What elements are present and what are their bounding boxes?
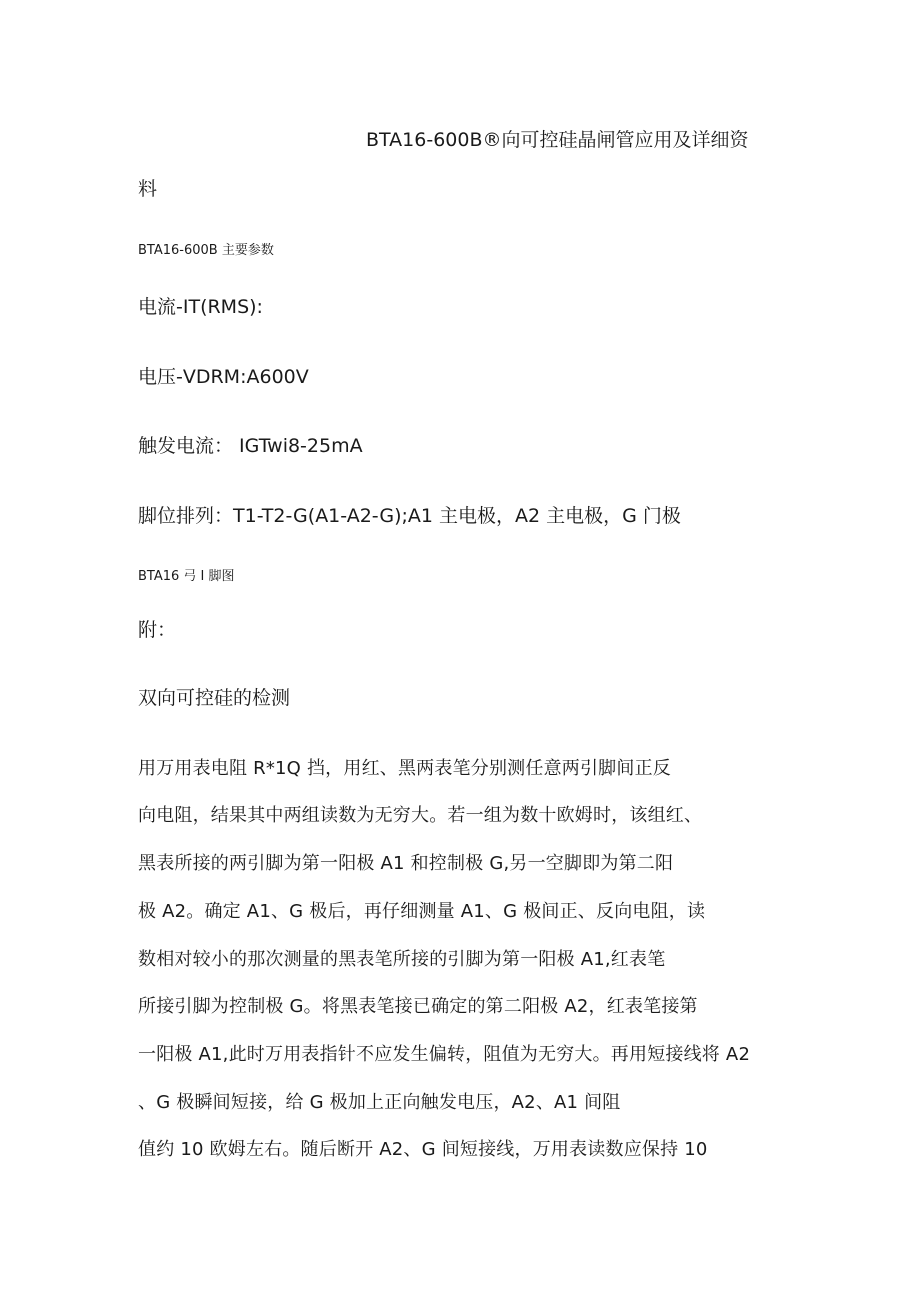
param-trigger-current: 触发电流： IGTwi8-25mA [138,435,363,457]
param-voltage: 电压-VDRM:A600V [138,366,309,388]
body-line: 值约 10 欧姆左右。随后断开 A2、G 间短接线，万用表读数应保持 10 [138,1139,708,1160]
body-line: 、G 极瞬间短接，给 G 极加上正向触发电压，A2、A1 间阻 [138,1092,621,1113]
body-line: 极 A2。确定 A1、G 极后，再仔细测量 A1、G 极间正、反向电阻，读 [138,901,706,922]
body-line: 数相对较小的那次测量的黑表笔所接的引脚为第一阳极 A1,红表笔 [138,949,666,970]
body-line: 向电阻，结果其中两组读数为无穷大。若一组为数十欧姆时，该组红、 [138,805,703,826]
document-title-line-2: 料 [138,178,158,200]
body-line: 用万用表电阻 R*1Q 挡，用红、黑两表笔分别测任意两引脚间正反 [138,758,671,779]
pin-diagram-label: BTA16 弓 I 脚图 [138,569,235,584]
param-pinout: 脚位排列：T1-T2-G(A1-A2-G);A1 主电极，A2 主电极，G 门极 [138,505,681,527]
body-line: 所接引脚为控制极 G。将黑表笔接已确定的第二阳极 A2，红表笔接第 [138,996,698,1017]
appendix-label: 附： [138,619,177,641]
body-line: 黑表所接的两引脚为第一阳极 A1 和控制极 G,另一空脚即为第二阳 [138,853,674,874]
param-current: 电流-IT(RMS): [138,296,263,318]
body-line: 一阳极 A1,此时万用表指针不应发生偏转，阻值为无穷大。再用短接线将 A2 [138,1044,751,1065]
params-heading: BTA16-600B 主要参数 [138,243,274,258]
section-heading: 双向可控硅的检测 [138,687,291,709]
document-title-line-1: BTA16-600B®向可控硅晶闸管应用及详细资 [366,129,749,151]
